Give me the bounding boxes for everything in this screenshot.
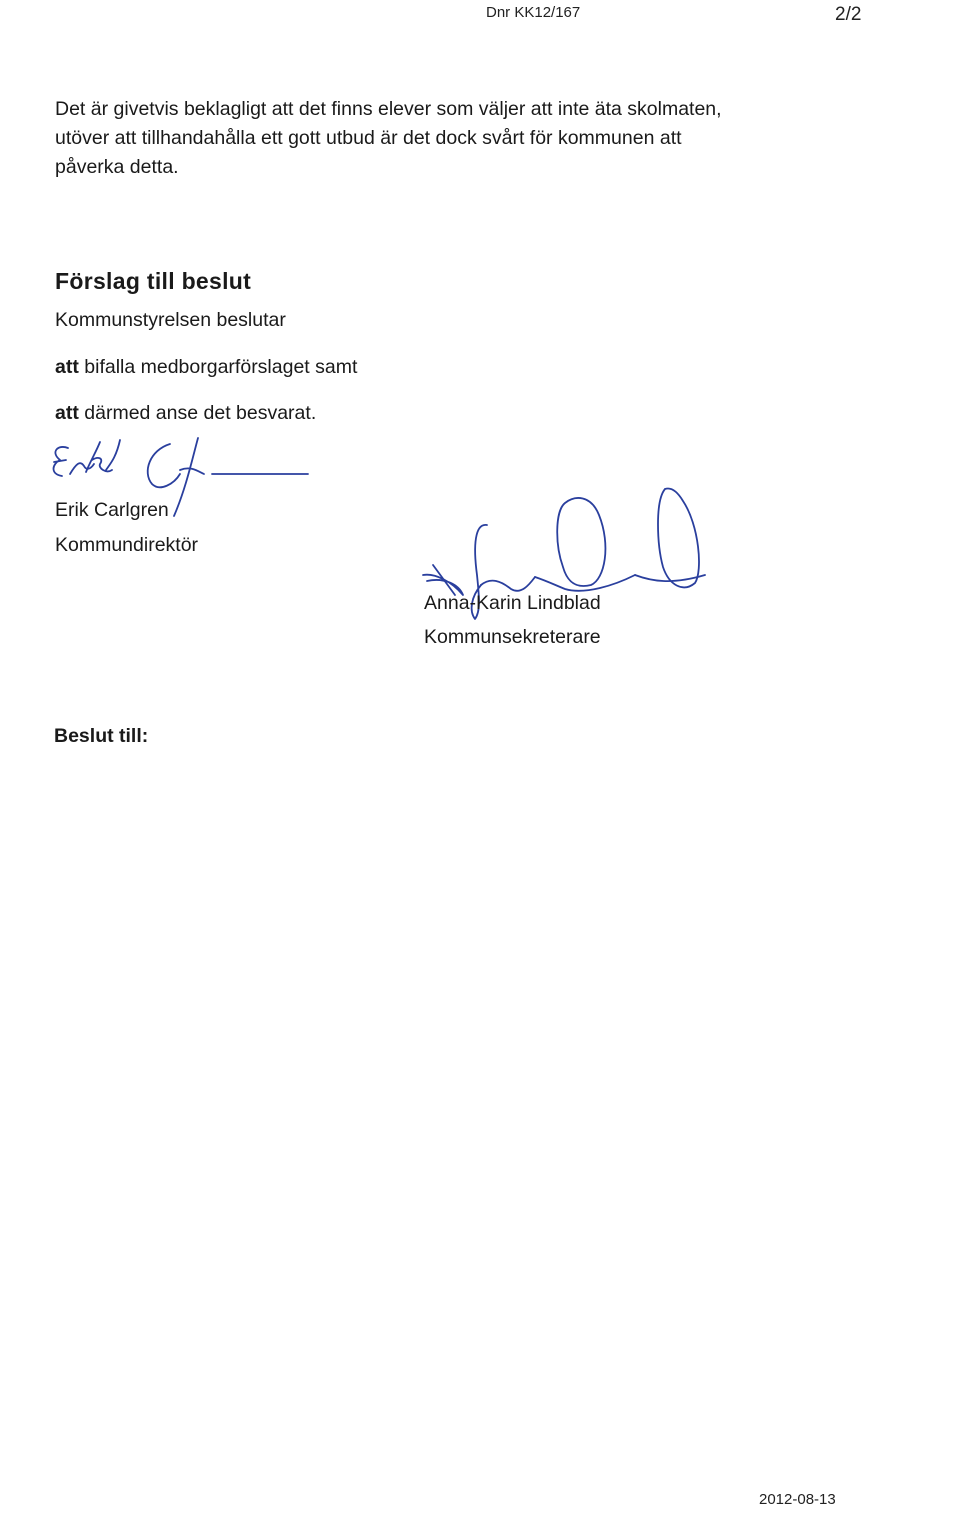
- proposal-intro: Kommunstyrelsen beslutar: [55, 309, 286, 331]
- signer-2-name: Anna-Karin Lindblad: [424, 592, 601, 614]
- proposal-heading: Förslag till beslut: [55, 268, 252, 294]
- document-date: 2012-08-13: [759, 1491, 836, 1508]
- signer-2-title: Kommunsekreterare: [424, 626, 601, 648]
- page-number: 2/2: [835, 4, 862, 25]
- document-reference-number: Dnr KK12/167: [486, 4, 581, 21]
- paragraph-line: utöver att tillhandahålla ett gott utbud är det dock svårt för kommunen att: [55, 127, 682, 149]
- paragraph-line: påverka detta.: [55, 156, 179, 178]
- proposal-item-text: bifalla medborgarförslaget samt: [78, 356, 358, 378]
- signer-1-name: Erik Carlgren: [55, 499, 169, 521]
- proposal-item-text: därmed anse det besvarat.: [78, 402, 317, 424]
- proposal-item-prefix: att: [55, 402, 79, 424]
- proposal-item-prefix: att: [55, 356, 79, 378]
- paragraph-line: Det är givetvis beklagligt att det finns elever som väljer att inte äta skolmaten,: [55, 98, 722, 120]
- proposal-item: [55, 402, 316, 425]
- signer-1-title: Kommundirektör: [55, 534, 199, 556]
- proposal-item: [55, 356, 357, 379]
- decision-distribution-label: Beslut till:: [54, 725, 149, 747]
- body-paragraph: [55, 95, 815, 182]
